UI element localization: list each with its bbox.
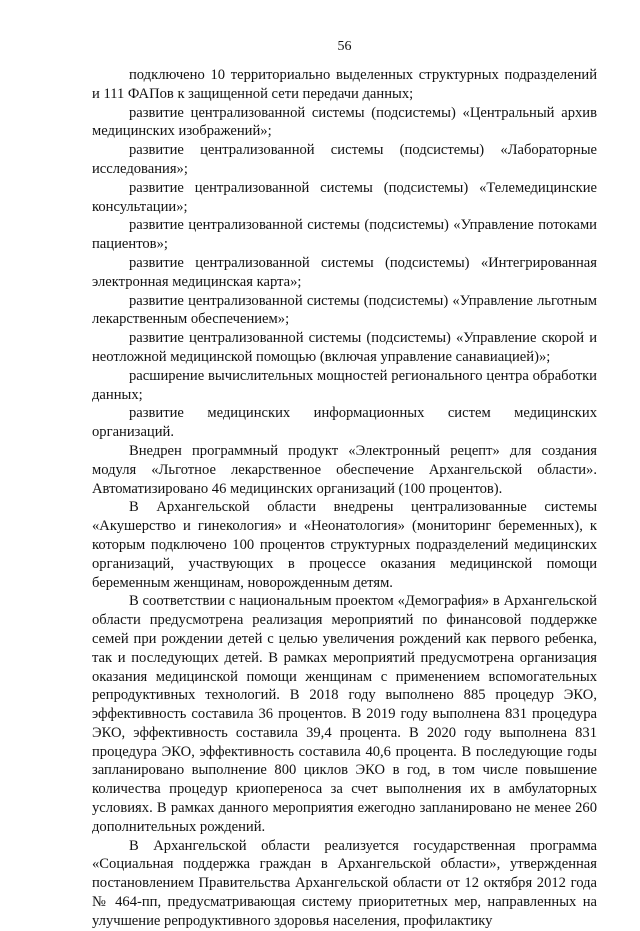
paragraph-demography-ivf: В соответствии с национальным проектом «Демография» в Архангельской области предусмотрена реализация мероприятий по финансовой поддержке семей при рождении детей с целью увеличения рождений как первого ребенка, так и последующих детей. В рамках мероприятий предусмотрена организация оказания медицинской помощи женщинам с применением вспомогательных репродуктивных технологий. В 2018 году выполнено 885 процедур ЭКО, эффективность составила 36 процентов. В 2019 году выполнена 831 процедура ЭКО, эффективность составила 39,4 процента. В 2020 году выполнена 831 процедура ЭКО, эффективность составила 40,6 процента. В последующие годы запланировано выполнение 800 циклов ЭКО в год, в том числе повышение количества процедур криопереноса за счет выполнения их в амбулаторных условиях. В рамках данного мероприятия ежегодно запланировано не менее 260 дополнительных рождений. xyxy=(92,593,597,835)
paragraph-network-connection: подключено 10 территориально выделенных структурных подразделений и 111 ФАПов к защищенной сети передачи данных; xyxy=(92,67,597,102)
paragraph-patient-flow: развитие централизованной системы (подсистемы) «Управление потоками пациентов»; xyxy=(92,217,597,253)
paragraph-social-support-program: В Архангельской области реализуется государственная программа «Социальная поддержка граждан в Архангельской области», утвержденная постановлением Правительства Архангельской области от 12 октября 2012 года № 464-пп, предусматривающая систему приоритетных мер, направленных на улучшение репродуктивного здоровья населения, профилактику xyxy=(92,837,597,929)
paragraph-medical-info-systems: развитие медицинских информационных систем медицинских организаций. xyxy=(92,405,597,441)
paragraph-medical-imaging-archive: развитие централизованной системы (подсистемы) «Центральный архив медицинских изображений»; xyxy=(92,104,597,140)
paragraph-telemedicine: развитие централизованной системы (подсистемы) «Телемедицинские консультации»; xyxy=(92,179,597,215)
page-number: 56 xyxy=(337,39,352,54)
paragraph-emergency-care: развитие централизованной системы (подсистемы) «Управление скорой и неотложной медицинской помощью (включая управление санавиацией)»; xyxy=(92,330,597,365)
document-body xyxy=(92,66,597,931)
paragraph-electronic-medical-record: развитие централизованной системы (подсистемы) «Интегрированная электронная медицинская карта»; xyxy=(92,254,597,290)
paragraph-laboratory-research: развитие централизованной системы (подсистемы) «Лабораторные исследования»; xyxy=(92,142,597,177)
paragraph-obstetrics-neonatology: В Архангельской области внедрены централизованные системы «Акушерство и гинекология» и «Неонатология» (мониторинг беременных), к которым подключено 100 процентов структурных подразделений медицинских организаций, участвующих в процессе оказания медицинской помощи беременным женщинам, новорожденным детям. xyxy=(92,499,597,591)
paragraph-data-center: расширение вычислительных мощностей регионального центра обработки данных; xyxy=(92,367,597,403)
paragraph-preferential-drug-supply: развитие централизованной системы (подсистемы) «Управление льготным лекарственным обеспечением»; xyxy=(92,292,597,328)
paragraph-electronic-prescription: Внедрен программный продукт «Электронный рецепт» для создания модуля «Льготное лекарственное обеспечение Архангельской области». Автоматизировано 46 медицинских организаций (100 процентов). xyxy=(92,442,597,497)
